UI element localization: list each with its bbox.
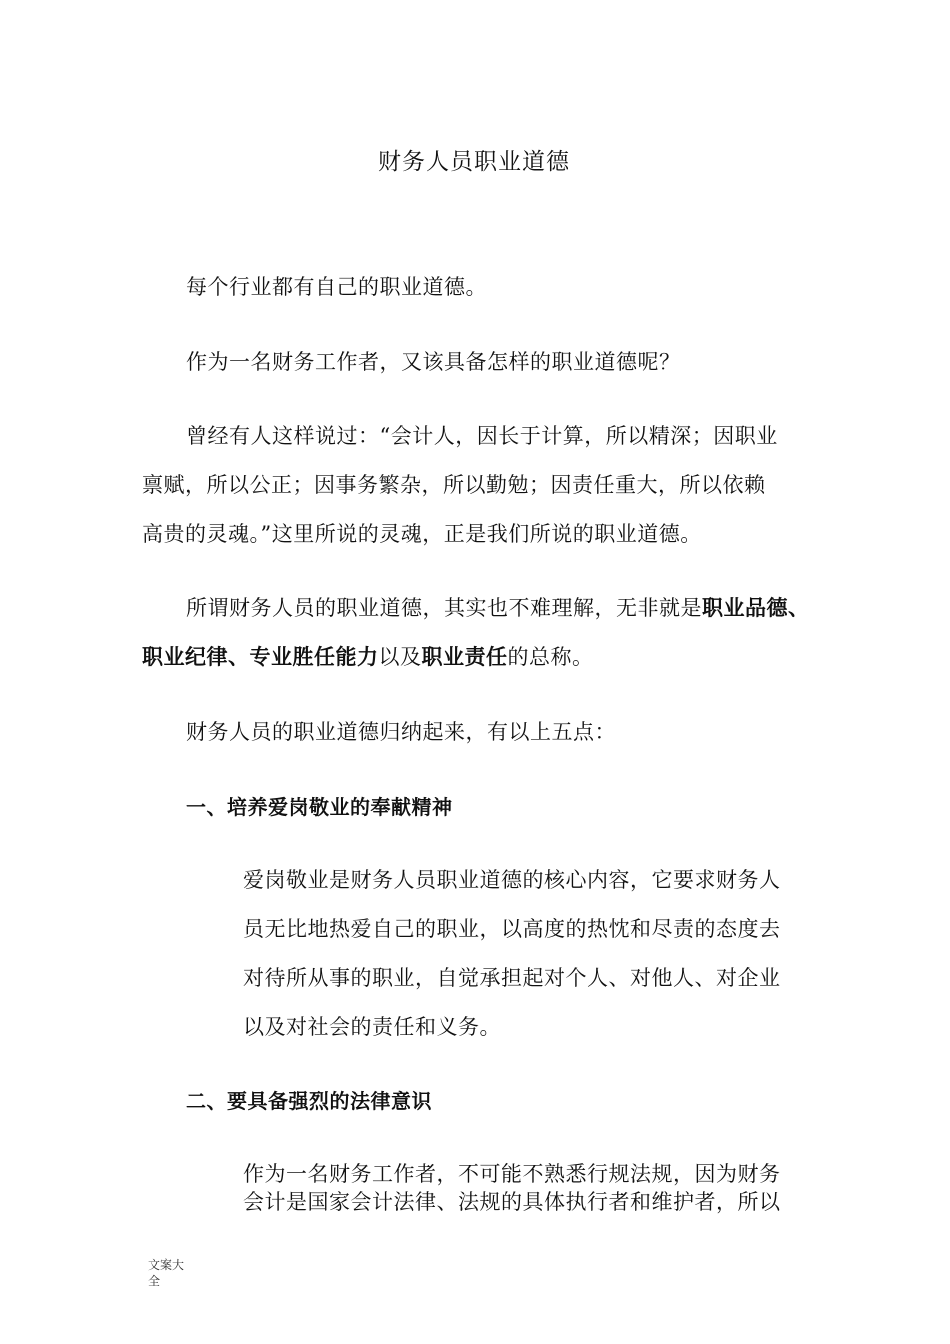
footer-line: 文案大 — [148, 1258, 185, 1272]
paragraph-intro: 每个行业都有自己的职业道德。 — [186, 275, 487, 299]
text-span: 所谓财务人员的职业道德，其实也不难理解，无非就是 — [186, 596, 702, 620]
footer-line: 全 — [148, 1274, 161, 1288]
paragraph-line — [186, 592, 810, 622]
text-span: 的总称。 — [507, 645, 594, 669]
bold-term: 职业品德、 — [702, 596, 810, 620]
paragraph-line: 禀赋，所以公正；因事务繁杂，所以勤勉；因责任重大，所以依赖 — [142, 473, 766, 497]
document-title: 财务人员职业道德 — [378, 149, 570, 175]
paragraph-line: 会计是国家会计法律、法规的具体执行者和维护者，所以 — [243, 1190, 781, 1214]
text-span: 以及 — [378, 645, 422, 669]
paragraph-line: 曾经有人这样说过：“会计人，因长于计算，所以精深；因职业 — [186, 424, 778, 448]
page-footer — [148, 1257, 184, 1289]
paragraph-line: 对待所从事的职业，自觉承担起对个人、对他人、对企业 — [243, 966, 781, 990]
paragraph-question: 作为一名财务工作者，又该具备怎样的职业道德呢？ — [186, 350, 681, 374]
paragraph-line — [142, 641, 594, 671]
section-heading: 二、要具备强烈的法律意识 — [186, 1089, 432, 1113]
paragraph-summary: 财务人员的职业道德归纳起来，有以上五点： — [186, 720, 616, 744]
paragraph-line: 以及对社会的责任和义务。 — [243, 1015, 501, 1039]
bold-term: 职业纪律、专业胜任能力 — [142, 645, 379, 669]
paragraph-line: 员无比地热爱自己的职业，以高度的热忱和尽责的态度去 — [243, 917, 781, 941]
section-heading: 一、培养爱岗敬业的奉献精神 — [186, 795, 453, 819]
paragraph-line: 爱岗敬业是财务人员职业道德的核心内容，它要求财务人 — [243, 868, 781, 892]
paragraph-line: 高贵的灵魂。”这里所说的灵魂，正是我们所说的职业道德。 — [142, 522, 702, 546]
paragraph-line: 作为一名财务工作者，不可能不熟悉行规法规，因为财务 — [243, 1162, 781, 1186]
bold-term: 职业责任 — [421, 645, 508, 669]
